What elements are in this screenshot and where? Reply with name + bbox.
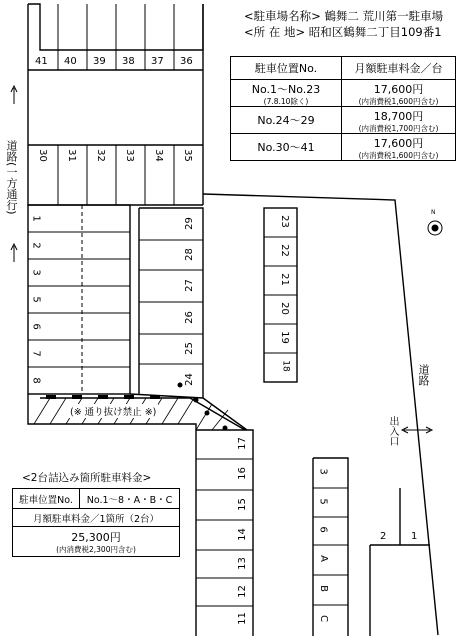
fee-table-header bbox=[231, 57, 456, 80]
fee-amount bbox=[342, 80, 456, 107]
slot-label: 11 bbox=[236, 612, 248, 625]
slot-label: 12 bbox=[236, 585, 248, 598]
slot-label: 34 bbox=[152, 149, 164, 162]
slot-label: 1 bbox=[411, 531, 418, 542]
entrance-label: 出入口 bbox=[387, 416, 398, 446]
slot-label: 16 bbox=[236, 467, 248, 480]
fee-amount-value: 18,700円 bbox=[373, 109, 424, 123]
pair-fee-tax: (内消費税2,300円含む) bbox=[56, 545, 136, 554]
slot-label: 1 bbox=[30, 215, 42, 222]
slot-label: 13 bbox=[236, 557, 248, 570]
slot-label: 14 bbox=[236, 528, 248, 541]
col-fee: 月額駐車料金／台 bbox=[342, 57, 456, 80]
slot-label: 5 bbox=[30, 296, 42, 303]
slot-label: 15 bbox=[236, 498, 248, 511]
fee-amount bbox=[342, 107, 456, 134]
slot-label: 30 bbox=[36, 149, 48, 162]
slot-label: 3 bbox=[30, 269, 42, 276]
slot-label: 29 bbox=[183, 217, 195, 230]
road-left-label: 道路(一方通行) bbox=[5, 140, 18, 215]
no-through-label: (※ 通り抜け禁止 ※) bbox=[68, 404, 158, 418]
pair-fee-title: <2台詰込み箇所駐車料金> bbox=[22, 472, 152, 484]
pair-position-label: 駐車位置No. bbox=[13, 489, 80, 509]
fee-tax: (内消費税1,600円含む) bbox=[358, 96, 439, 106]
fee-range-note: (7.8.10除く) bbox=[263, 96, 309, 106]
slot-label: 21 bbox=[278, 273, 290, 286]
slot-label: 27 bbox=[183, 279, 195, 292]
pair-fee-value-row bbox=[13, 527, 180, 557]
slot-label: 32 bbox=[94, 149, 106, 162]
lot-name bbox=[244, 8, 443, 24]
fee-range bbox=[231, 134, 342, 161]
slot-label: 36 bbox=[180, 56, 193, 67]
slot-label: 33 bbox=[123, 149, 135, 162]
lot-name-value: 鶴舞二 荒川第一駐車場 bbox=[324, 9, 444, 23]
slot-label: 6 bbox=[317, 526, 329, 533]
fee-range-value: No.30～41 bbox=[257, 141, 315, 154]
lot-address bbox=[244, 24, 442, 40]
fee-amount bbox=[342, 134, 456, 161]
slot-label: 41 bbox=[35, 56, 48, 67]
pair-fee-value: 25,300円 bbox=[71, 531, 121, 544]
slot-label: 19 bbox=[278, 331, 290, 344]
pair-position-row bbox=[13, 489, 180, 509]
lot-name-label: <駐車場名称> bbox=[244, 9, 321, 23]
fee-amount-value: 17,600円 bbox=[373, 136, 424, 150]
slot-label: 31 bbox=[65, 149, 77, 162]
fee-amount-value: 17,600円 bbox=[373, 82, 424, 96]
fee-range-value: No.1～No.23 bbox=[251, 82, 321, 96]
lot-address-label: <所 在 地> bbox=[244, 25, 306, 39]
slot-label: 35 bbox=[181, 149, 193, 162]
slot-label: C bbox=[317, 615, 329, 622]
slot-label: 23 bbox=[278, 215, 290, 228]
fee-row bbox=[231, 107, 456, 134]
pair-position-value: No.1～8・A・B・C bbox=[80, 489, 180, 509]
slot-label: B bbox=[317, 585, 329, 592]
slot-label: 39 bbox=[93, 56, 106, 67]
pair-fee-label: 月額駐車料金／1箇所（2台） bbox=[13, 509, 180, 527]
slot-label: 2 bbox=[30, 242, 42, 249]
pair-fee-table bbox=[12, 488, 180, 557]
fee-row bbox=[231, 80, 456, 107]
slot-label: 2 bbox=[380, 531, 387, 542]
fee-range bbox=[231, 107, 342, 134]
col-position: 駐車位置No. bbox=[231, 57, 342, 80]
slot-label: 5 bbox=[317, 498, 329, 505]
slot-label: 18 bbox=[280, 360, 291, 372]
slot-label: 38 bbox=[122, 56, 135, 67]
slot-label: 37 bbox=[151, 56, 164, 67]
slot-label: 20 bbox=[278, 302, 290, 315]
pair-fee-cell bbox=[13, 527, 180, 557]
slot-label: 25 bbox=[183, 342, 195, 355]
fee-range-value: No.24～29 bbox=[257, 114, 315, 127]
slot-label: 7 bbox=[30, 350, 42, 357]
pair-fee-label-row bbox=[13, 509, 180, 527]
slot-label: 22 bbox=[278, 244, 290, 257]
slot-label: 40 bbox=[64, 56, 77, 67]
slot-label: 24 bbox=[183, 373, 195, 386]
fee-tax: (内消費税1,700円含む) bbox=[358, 123, 439, 133]
slot-label: 8 bbox=[30, 377, 42, 384]
fee-tax: (内消費税1,600円含む) bbox=[358, 150, 439, 160]
slot-label: 17 bbox=[236, 437, 248, 450]
fee-range bbox=[231, 80, 342, 107]
road-right-label: 道路 bbox=[417, 364, 430, 386]
fee-table bbox=[230, 56, 456, 161]
slot-label: A bbox=[317, 555, 329, 562]
slot-label: 26 bbox=[183, 311, 195, 324]
fee-row bbox=[231, 134, 456, 161]
slot-label: 3 bbox=[317, 468, 329, 475]
slot-label: 28 bbox=[183, 248, 195, 261]
lot-address-value: 昭和区鶴舞二丁目109番1 bbox=[308, 25, 442, 39]
north-mark: N bbox=[431, 209, 436, 216]
slot-label: 6 bbox=[30, 323, 42, 330]
